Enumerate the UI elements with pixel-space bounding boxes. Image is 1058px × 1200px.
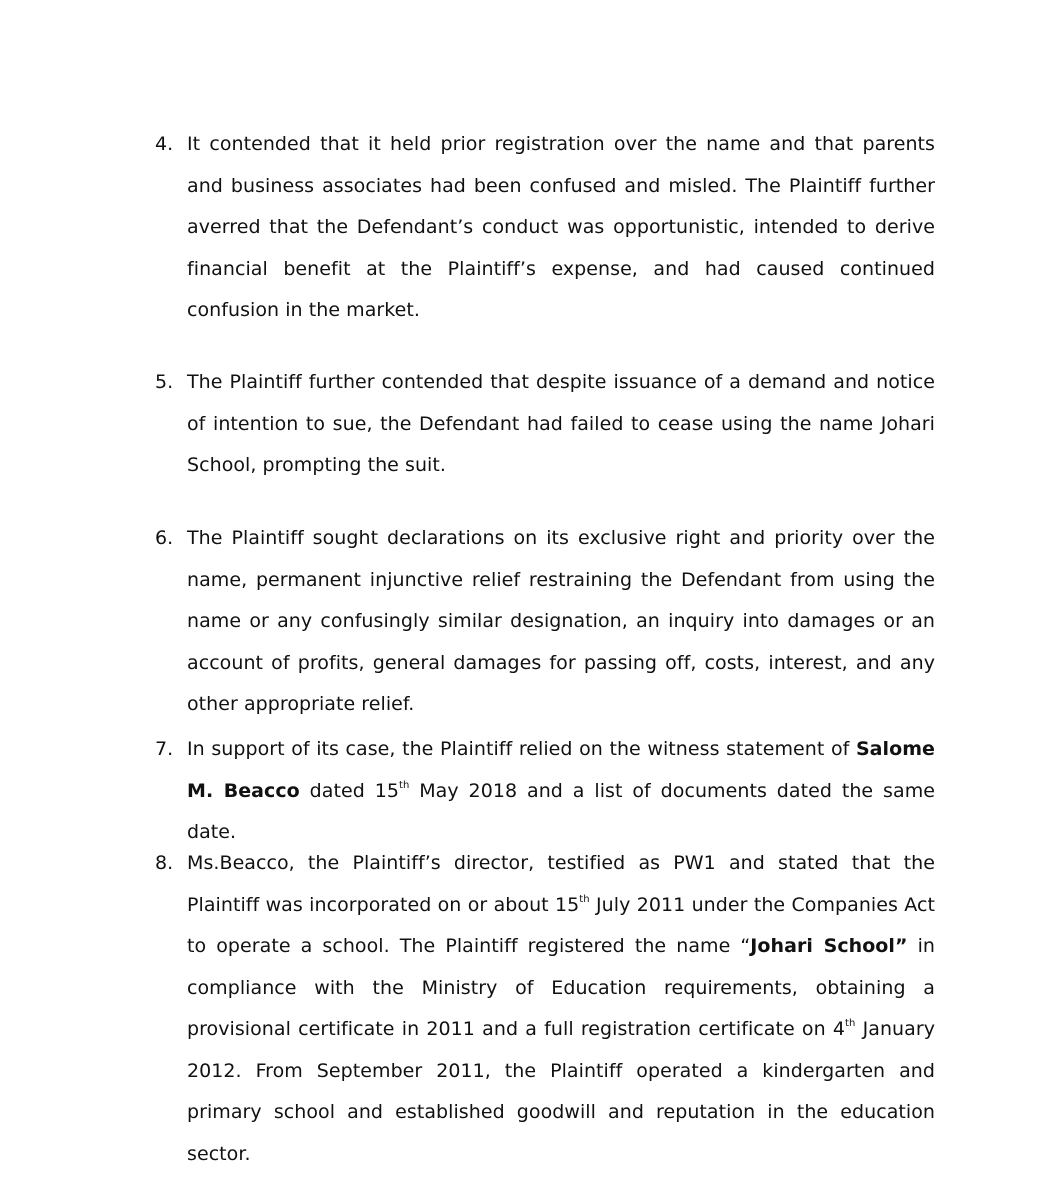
text-segment: July 2011 under the Companies Act to operate a school. The Plaintiff registered the name “ <box>187 893 935 957</box>
school-name: Johari School” <box>750 935 908 957</box>
witness-name: Salome M. Beacco <box>187 738 935 802</box>
text-segment: January 2012. From September 2011, the Plaintiff operated a kindergarten and primary school and established goodwill and reputation in the education sector. <box>187 1018 935 1165</box>
paragraph-6 <box>155 518 935 726</box>
paragraph-4 <box>155 124 935 332</box>
ordinal-suffix: th <box>845 1018 856 1029</box>
ordinal-suffix: th <box>398 779 410 791</box>
paragraph-text: The Plaintiff further contended that despite issuance of a demand and notice of intention to sue, the Defendant had failed to cease using the name Johari School, prompting the suit. <box>187 371 935 476</box>
paragraph-number: 8. <box>155 852 174 874</box>
paragraph-number: 4. <box>155 133 174 155</box>
text-segment: dated 15 <box>299 779 399 802</box>
paragraph-text: It contended that it held prior registration over the name and that parents and business associates had been confused and misled. The Plaintiff further averred that the Defendant’s conduct was opportunistic, intended to derive financial benefit at the Plaintiff’s expense, and had caused continued confusion in the market. <box>187 133 935 321</box>
text-segment: In support of its case, the Plaintiff relied on the witness statement of <box>187 738 856 760</box>
paragraph-5 <box>155 362 935 487</box>
paragraph-number: 7. <box>155 738 174 760</box>
paragraph-text: The Plaintiff sought declarations on its exclusive right and priority over the name, permanent injunctive relief restraining the Defendant from using the name or any confusingly similar designation, an inquiry into damages or an account of profits, general damages for passing off, costs, interest, and any other appropriate relief. <box>187 527 935 715</box>
paragraph-text <box>187 729 935 854</box>
paragraph-number: 6. <box>155 527 174 549</box>
text-segment: Ms.Beacco, the Plaintiff’s director, testified as PW1 and stated that the Plaintiff was incorporated on or about 15 <box>187 852 935 916</box>
paragraph-text <box>187 843 935 1175</box>
paragraph-8 <box>155 843 935 1175</box>
paragraph-number: 5. <box>155 371 174 393</box>
ordinal-suffix: th <box>579 893 590 905</box>
text-segment: in compliance with the Ministry of Education requirements, obtaining a provisional certificate in 2011 and a full registration certificate on 4 <box>187 935 936 1040</box>
paragraph-7 <box>155 729 935 854</box>
text-segment: May 2018 and a list of documents dated the same date. <box>187 779 935 843</box>
